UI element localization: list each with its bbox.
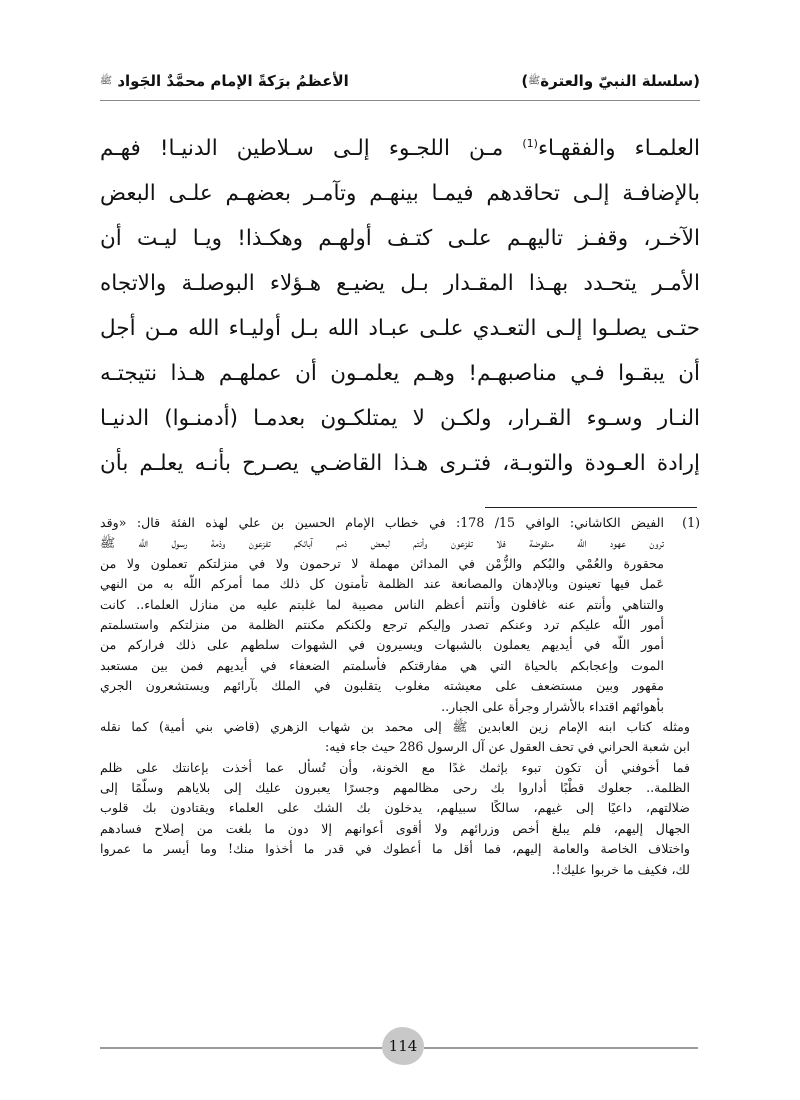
- footnote-line: محقورة والعُمْي والبُكم والزُّمْن في المدائن مهملة لا ترحمون ولا في منزلتكم تعملون ولا من: [100, 555, 664, 571]
- footnote-line: مقهور وبين مستضعف على معيشته مغلوب يتقلبون في الملك بآرائهم ويستشعرون الجري: [100, 678, 664, 694]
- body-line: العلمـاء والفقهـاء$^{(1)}$ مـن اللجـوء إلـى سـلاطين الدنيـا! فهـم: [100, 136, 700, 161]
- footnote-line: ضلالتهم، داعيًا إلى غيهم، سالكًا سبيلهم، يدخلون بك الشك على العلماء ويقتادون بك قلوب: [100, 800, 690, 816]
- footnote-line: الظلمة.. جعلوك قطْبًا أداروا بك رحى مظالمهم وجسرًا يعبرون عليك إلى بلاياهم وسلّمًا إلى: [100, 780, 690, 796]
- book-title: الأعظمُ برَكةً الإمام محمَّدٌ الجَواد ﷺ: [100, 72, 349, 90]
- footnote-line: فما أخوفني أن تكون تبوء بإثمك غدًا مع الخونة، وأن تُسأل عما أخذت بإعانتك على ظلم: [100, 759, 690, 775]
- footnote-reference[interactable]: (1): [522, 136, 538, 150]
- body-line: أن يبقـوا فـي مناصبهـم! وهـم يعلمـون أن عملهـم هـذا نتيجتـه: [100, 361, 700, 386]
- footnote-separator: [485, 507, 697, 508]
- footnote-line: ترون عهود اللَّه منقوضة فلا تفزعون وأنتم لبعض ذمم آبائكم تفزعون وذمة رسول اللَّه ﷺ: [100, 535, 664, 551]
- body-line: النـار وسـوء القـرار، ولكـن لا يمتلكـون بعدمـا (أدمنـوا) الدنيـا: [100, 406, 700, 431]
- running-header: [100, 62, 700, 100]
- footnote-line: لك، فكيف ما خربوا عليك!.: [551, 861, 690, 877]
- body-line: إرادة العـودة والتوبـة، فتـرى هـذا القاضـي يصـرح بأنـه يعلـم بأن: [100, 451, 700, 476]
- footnote-line: ابن شعبة الحراني في تحف العقول عن آل الرسول 286 حيث جاء فيه:: [325, 739, 690, 755]
- body-line: بالإضافـة إلـى تحاقدهم فيمـا بينهـم وتآمـر بعضهـم علـى البعض: [100, 181, 700, 206]
- footnote-continuation: [100, 717, 690, 880]
- footnote-line: عَمل فيها تعينون وبالإدهان والمصانعة عند الظلمة تأمنون كل ذلك مما أمركم اللَّه به من النهي: [100, 576, 664, 592]
- footnote-line: الفيض الكاشاني: الوافي 15/ 178: في خطاب الإمام الحسين بن علي لهذه الفئة قال: «وقد: [100, 515, 664, 530]
- header-divider: [100, 100, 700, 101]
- footnotes-section: [100, 513, 700, 880]
- footnote-line: الموت وإعجابكم بالحياة التي هي مفارقتكم فأسلمتم الضعفاء في أيديهم فمن بين مستعبد: [100, 657, 664, 673]
- footnote-number: (1): [682, 515, 700, 530]
- body-text: [100, 126, 700, 486]
- footnote-line: أمور اللَّه في أيديهم يعملون بالشبهات ويسيرون في الشهوات سلطهم على ذلك فراركم من: [100, 637, 664, 653]
- body-line: الآخـر، وقفـز تاليهـم علـى كتـف أولهـم وهكـذا! ويـا ليـت أن: [100, 226, 700, 251]
- body-line: حتـى يصلـوا إلـى التعـدي علـى عبـاد الله بـل أوليـاء الله مـن أجل: [100, 316, 700, 341]
- footnote-line: بأهوائهم اقتداء بالأشرار وجرأة على الجبار..: [441, 698, 664, 714]
- footnote-line: واختلاف الخاصة والعامة إليهم، فما أقل ما أعطوك في قدر ما أخذوا منك! وما أيسر ما عمروا: [100, 841, 690, 857]
- footnote-1: [100, 513, 700, 717]
- footnote-line: والتناهي وأنتم عنه غافلون وأنتم أعظم الناس مصيبة لما غلبتم عليه من منازل العلماء.. كانت: [100, 596, 664, 612]
- footer-rule-right: [424, 1047, 698, 1049]
- footnote-line: أمور اللَّه عليكم ترد وعنكم تصدر وإليكم ترجع ولكنكم مكنتم الظلمة من منزلتكم واستسلمتم: [100, 616, 664, 632]
- footnote-line: ومثله كتاب ابنه الإمام زين العابدين ﷺ إلى محمد بن شهاب الزهري (قاضي بني أمية) كما نقله: [100, 718, 690, 734]
- honorific-symbol: ﷺ: [100, 75, 113, 87]
- body-line: الأمـر يتحـدد بهـذا المقـدار بـل يضيـع هـؤلاء البوصلـة والاتجاه: [100, 271, 700, 296]
- footnote-line: الجهال إليهم، فلم يبلغ أخص وزرائهم ولا أقوى أعوانهم إلا دون ما بلغت من إصلاح فسادهم: [100, 820, 690, 836]
- footnote-body: [100, 513, 664, 717]
- honorific-symbol: ﷺ: [528, 75, 541, 87]
- page-number-badge: 114: [382, 1027, 424, 1065]
- footer-rule-left: [100, 1047, 382, 1049]
- series-title: (سلسلة النبيّ والعترةﷺ): [521, 72, 700, 90]
